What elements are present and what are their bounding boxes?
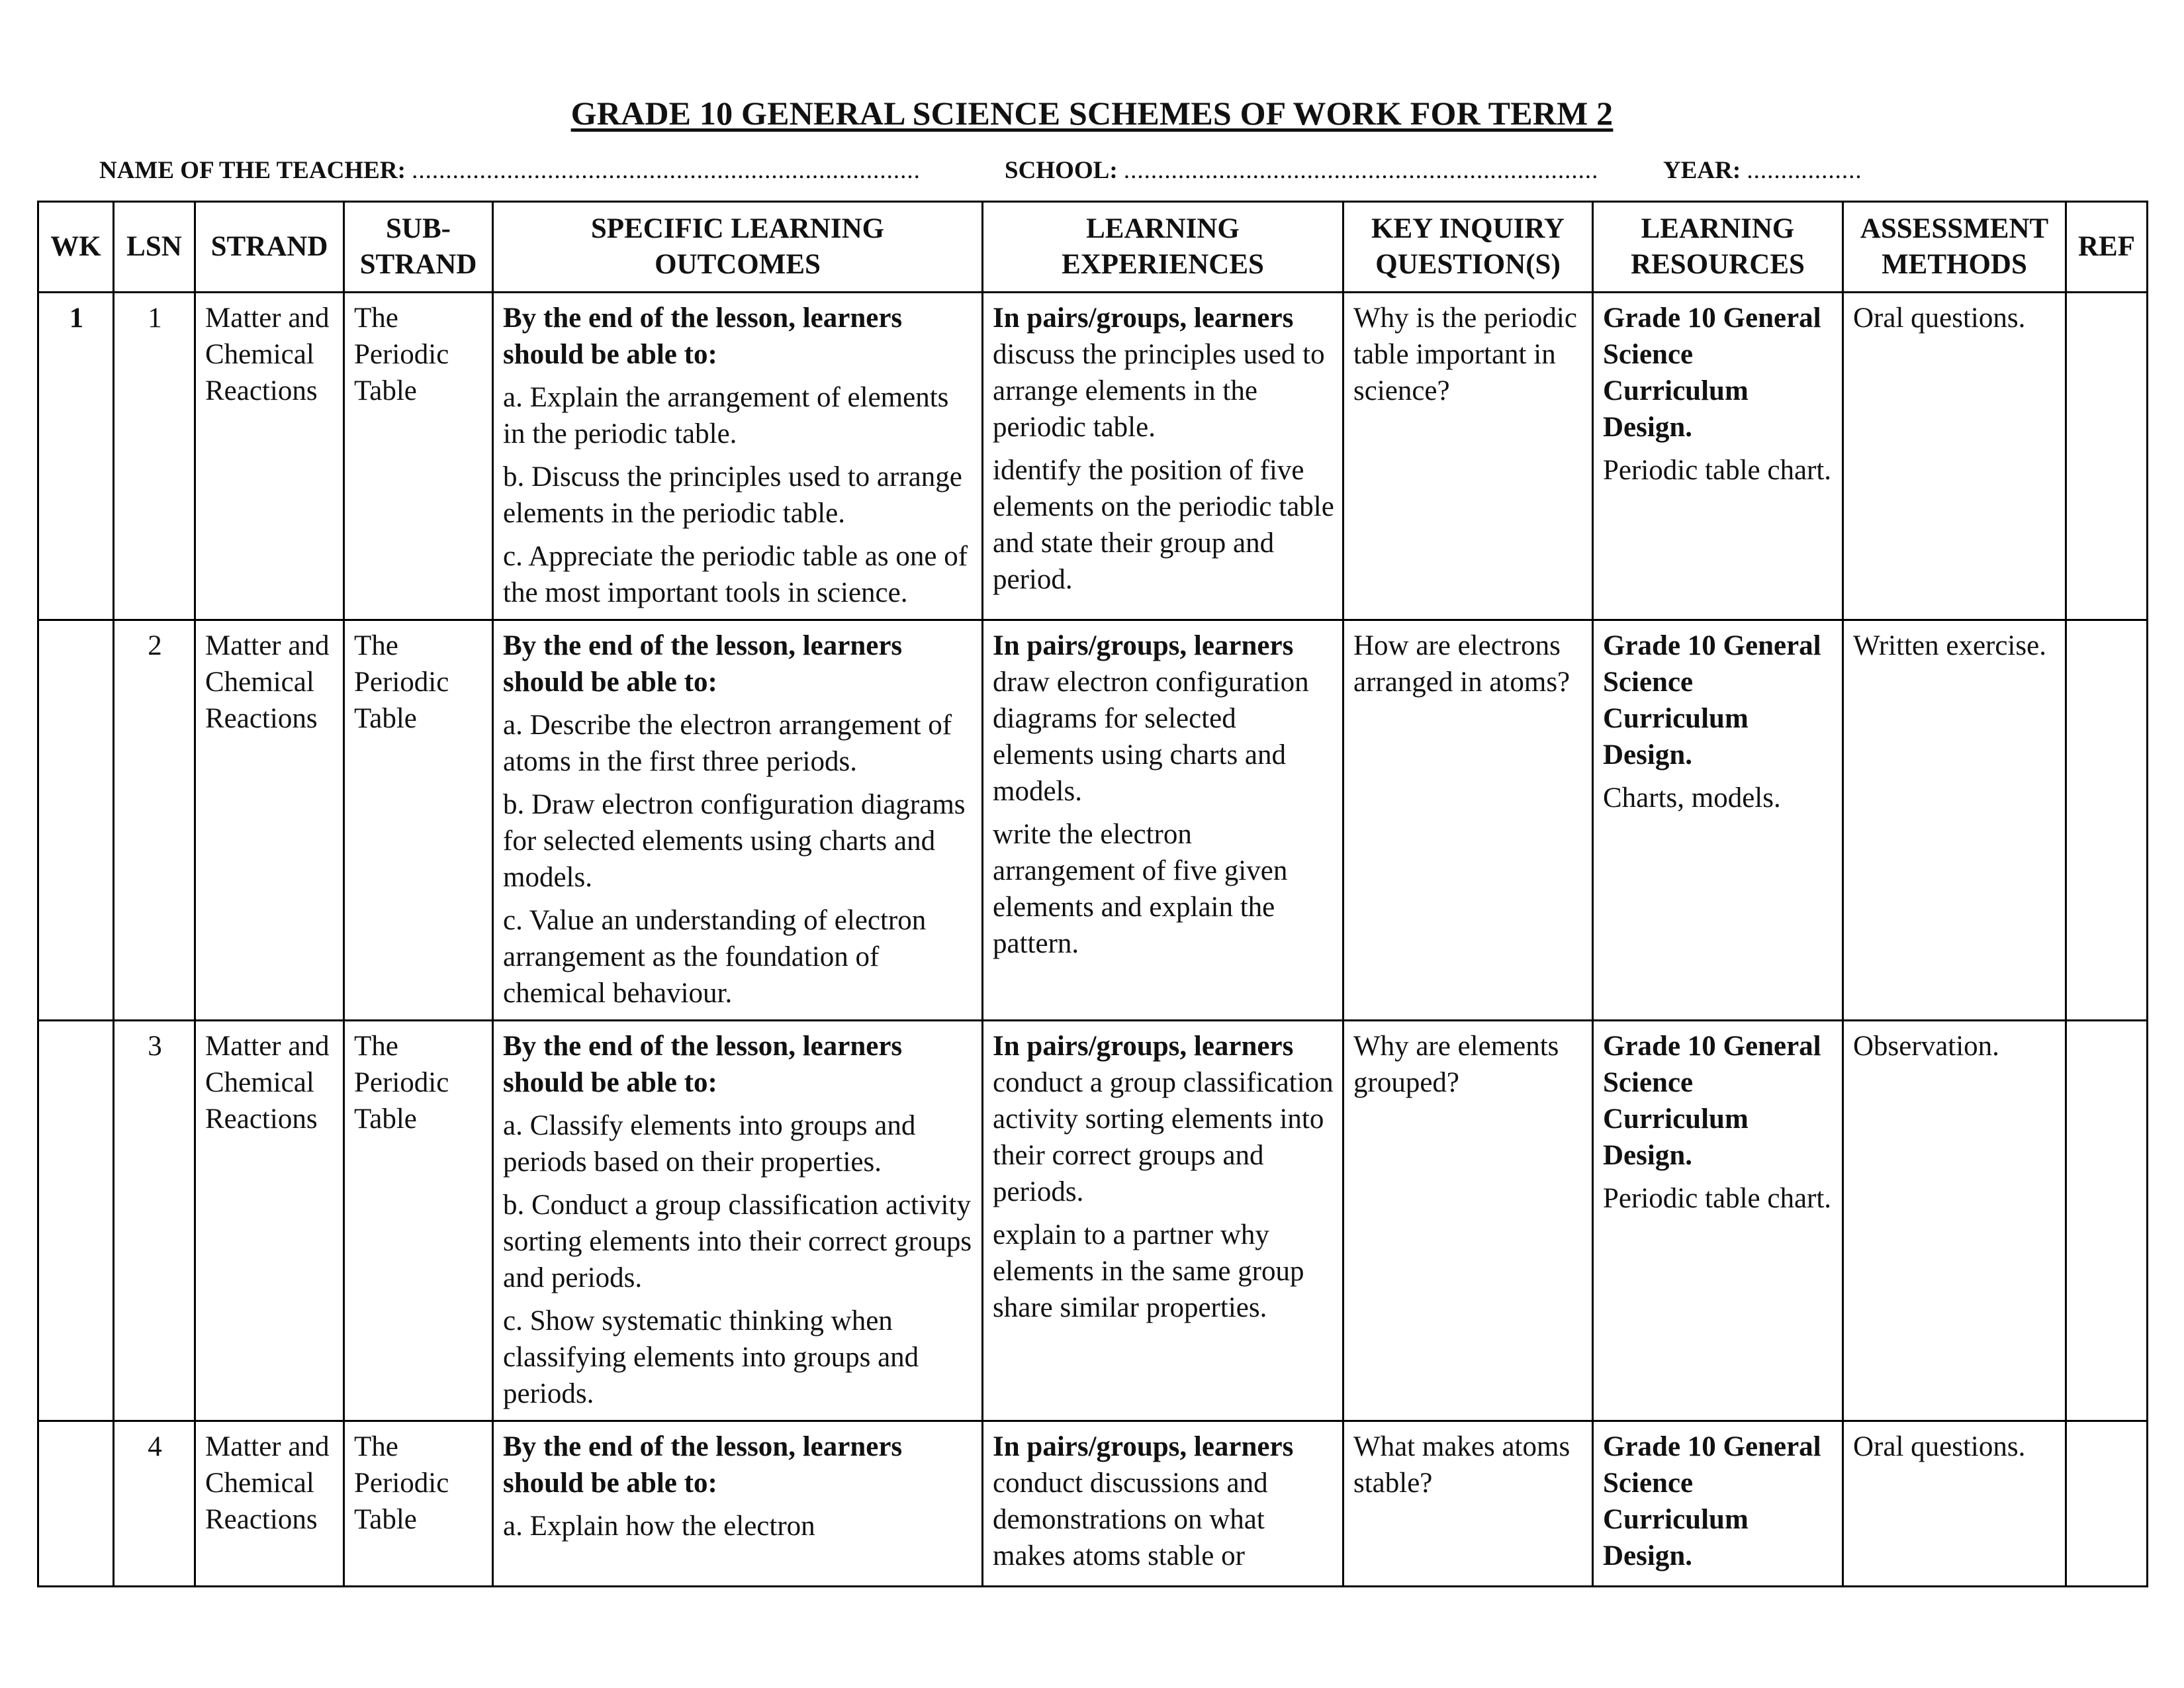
- outcome-item: c. Appreciate the periodic table as one of the most important tools in science.: [503, 541, 968, 608]
- assessment-cell: Written exercise.: [1843, 620, 2066, 1021]
- outcomes-cell: [493, 293, 983, 620]
- resource-curriculum: Grade 10 General Science Curriculum Design.: [1603, 1031, 1821, 1171]
- lsn-cell: 1: [114, 293, 195, 620]
- resource-extra: Periodic table chart.: [1603, 1183, 1832, 1214]
- year-label: YEAR:: [1663, 157, 1741, 184]
- outcomes-cell: [493, 1421, 983, 1587]
- ref-cell: [2066, 620, 2148, 1021]
- header-strand: STRAND: [195, 202, 344, 293]
- resources-cell: [1593, 293, 1843, 620]
- ref-cell: [2066, 1421, 2148, 1587]
- header-lsn: LSN: [114, 202, 195, 293]
- header-learning-resources: LEARNING RESOURCES: [1593, 202, 1843, 293]
- inquiry-cell: What makes atoms stable?: [1343, 1421, 1593, 1587]
- strand-cell: Matter and Chemical Reactions: [195, 1021, 344, 1421]
- header-assessment-methods: ASSESSMENT METHODS: [1843, 202, 2066, 293]
- teacher-name-blank: ...........................................................................: [412, 157, 921, 184]
- school-label: SCHOOL:: [1005, 157, 1118, 184]
- header-ref: REF: [2066, 202, 2148, 293]
- sub-strand-cell: The Periodic Table: [344, 1421, 493, 1587]
- resources-cell: [1593, 1421, 1843, 1587]
- experiences-cell: [983, 293, 1343, 620]
- outcomes-cell: [493, 620, 983, 1021]
- lsn-cell: 4: [114, 1421, 195, 1587]
- experiences-intro: In pairs/groups, learners: [993, 303, 1294, 334]
- experiences-cell: [983, 620, 1343, 1021]
- inquiry-cell: How are electrons arranged in atoms?: [1343, 620, 1593, 1021]
- outcome-item: c. Value an understanding of electron arrangement as the foundation of chemical behaviour.: [503, 905, 927, 1009]
- sub-strand-cell: The Periodic Table: [344, 293, 493, 620]
- school-field: [1005, 156, 1598, 185]
- wk-cell: [38, 1021, 114, 1421]
- wk-cell: 1: [38, 293, 114, 620]
- strand-cell: Matter and Chemical Reactions: [195, 1421, 344, 1587]
- lsn-cell: 3: [114, 1021, 195, 1421]
- sub-strand-cell: The Periodic Table: [344, 1021, 493, 1421]
- inquiry-cell: Why is the periodic table important in science?: [1343, 293, 1593, 620]
- document-title: GRADE 10 GENERAL SCIENCE SCHEMES OF WORK FOR TERM 2: [570, 95, 1614, 132]
- schemes-of-work-table: [37, 201, 2148, 1587]
- outcome-item: a. Classify elements into groups and periods based on their properties.: [503, 1110, 916, 1178]
- header-wk: WK: [38, 202, 114, 293]
- resource-curriculum: Grade 10 General Science Curriculum Design.: [1603, 303, 1821, 443]
- teacher-name-field: [99, 156, 921, 185]
- resources-cell: [1593, 1021, 1843, 1421]
- year-blank: .................: [1747, 157, 1862, 184]
- resource-curriculum: Grade 10 General Science Curriculum Design.: [1603, 1431, 1821, 1571]
- outcome-item: a. Explain the arrangement of elements in the periodic table.: [503, 382, 949, 449]
- outcomes-intro: By the end of the lesson, learners should be able to:: [503, 1431, 903, 1499]
- experiences-cell: [983, 1421, 1343, 1587]
- teacher-name-label: NAME OF THE TEACHER:: [99, 157, 406, 184]
- header-key-inquiry-questions: KEY INQUIRY QUESTION(S): [1343, 202, 1593, 293]
- table-row: [38, 620, 2148, 1021]
- header-specific-learning-outcomes: SPECIFIC LEARNING OUTCOMES: [493, 202, 983, 293]
- outcomes-cell: [493, 1021, 983, 1421]
- table-row: [38, 293, 2148, 620]
- experience-item: explain to a partner why elements in the same group share similar properties.: [993, 1219, 1304, 1323]
- resource-extra: Charts, models.: [1603, 782, 1781, 814]
- sub-strand-cell: The Periodic Table: [344, 620, 493, 1021]
- ref-cell: [2066, 293, 2148, 620]
- experience-item: identify the position of five elements on the periodic table and state their group and period.: [993, 455, 1334, 595]
- experience-item: conduct discussions and demonstrations on what makes atoms stable or: [993, 1468, 1268, 1571]
- assessment-cell: Oral questions.: [1843, 1421, 2066, 1587]
- school-blank: ......................................................................: [1123, 157, 1599, 184]
- outcome-item: b. Discuss the principles used to arrange elements in the periodic table.: [503, 461, 962, 529]
- experiences-intro: In pairs/groups, learners: [993, 1431, 1294, 1462]
- table-row: [38, 1021, 2148, 1421]
- outcome-item: b. Conduct a group classification activity sorting elements into their correct groups and periods.: [503, 1190, 972, 1293]
- wk-cell: [38, 1421, 114, 1587]
- header-learning-experiences: LEARNING EXPERIENCES: [983, 202, 1343, 293]
- experience-item: discuss the principles used to arrange elements in the periodic table.: [993, 339, 1325, 443]
- outcomes-intro: By the end of the lesson, learners should be able to:: [503, 630, 903, 698]
- experiences-intro: In pairs/groups, learners: [993, 1031, 1294, 1062]
- year-field: [1663, 156, 1862, 185]
- experiences-cell: [983, 1021, 1343, 1421]
- ref-cell: [2066, 1021, 2148, 1421]
- assessment-cell: Oral questions.: [1843, 293, 2066, 620]
- outcome-item: a. Describe the electron arrangement of atoms in the first three periods.: [503, 710, 952, 777]
- outcomes-intro: By the end of the lesson, learners should be able to:: [503, 303, 903, 370]
- strand-cell: Matter and Chemical Reactions: [195, 293, 344, 620]
- outcome-item: a. Explain how the electron: [503, 1511, 815, 1542]
- outcome-item: c. Show systematic thinking when classifying elements into groups and periods.: [503, 1305, 919, 1409]
- outcome-item: b. Draw electron configuration diagrams for selected elements using charts and models.: [503, 789, 966, 893]
- header-sub-strand: SUB- STRAND: [344, 202, 493, 293]
- assessment-cell: Observation.: [1843, 1021, 2066, 1421]
- wk-cell: [38, 620, 114, 1021]
- experiences-intro: In pairs/groups, learners: [993, 630, 1294, 661]
- resource-extra: Periodic table chart.: [1603, 455, 1832, 486]
- header-row: [38, 202, 2148, 293]
- inquiry-cell: Why are elements grouped?: [1343, 1021, 1593, 1421]
- experience-item: draw electron configuration diagrams for selected elements using charts and models.: [993, 667, 1309, 807]
- outcomes-intro: By the end of the lesson, learners should be able to:: [503, 1031, 903, 1098]
- resource-curriculum: Grade 10 General Science Curriculum Design.: [1603, 630, 1821, 771]
- lsn-cell: 2: [114, 620, 195, 1021]
- experience-item: conduct a group classification activity sorting elements into their correct groups and periods.: [993, 1067, 1334, 1207]
- experience-item: write the electron arrangement of five given elements and explain the pattern.: [993, 819, 1288, 959]
- table-row: [38, 1421, 2148, 1587]
- resources-cell: [1593, 620, 1843, 1021]
- strand-cell: Matter and Chemical Reactions: [195, 620, 344, 1021]
